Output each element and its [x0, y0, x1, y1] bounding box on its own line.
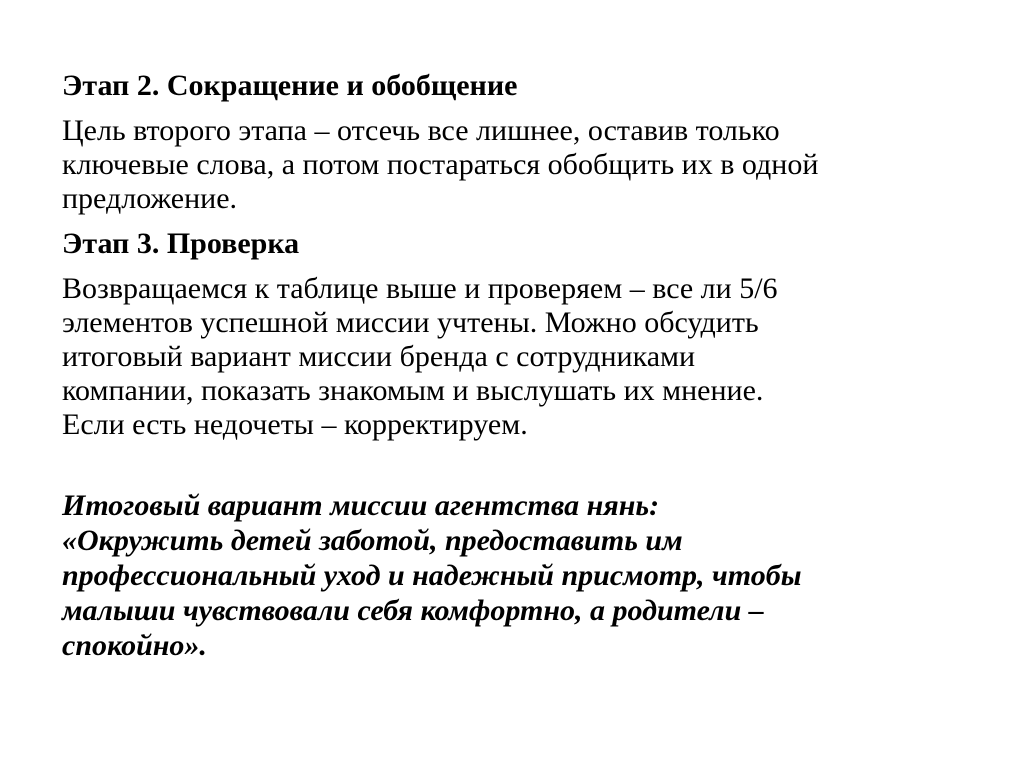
- mission-statement: [62, 488, 962, 663]
- stage2-paragraph: [62, 114, 962, 216]
- slide-content: [62, 68, 962, 663]
- mission-line: «Окружить детей заботой, предоставить им: [62, 524, 683, 557]
- stage3-line: Если есть недочеты – корректируем.: [62, 408, 528, 441]
- stage2-line: предложение.: [62, 182, 238, 215]
- mission-line: Итоговый вариант миссии агентства нянь:: [62, 489, 660, 522]
- mission-line: спокойно».: [62, 629, 207, 662]
- stage2-line: Цель второго этапа – отсечь все лишнее, оставив только: [62, 114, 780, 147]
- stage3-line: элементов успешной миссии учтены. Можно обсудить: [62, 306, 759, 339]
- stage3-line: компании, показать знакомым и выслушать их мнение.: [62, 374, 764, 407]
- stage2-heading: Этап 2. Сокращение и обобщение: [62, 69, 518, 102]
- mission-line: малыши чувствовали себя комфортно, а родители –: [62, 594, 764, 627]
- stage2-line: ключевые слова, а потом постараться обобщить их в одной: [62, 148, 819, 181]
- stage3-line: Возвращаемся к таблице выше и проверяем – все ли 5/6: [62, 272, 778, 305]
- section-spacer: [62, 452, 962, 488]
- stage3-paragraph: [62, 272, 962, 442]
- stage3-heading: Этап 3. Проверка: [62, 227, 300, 260]
- mission-line: профессиональный уход и надежный присмотр, чтобы: [62, 559, 802, 592]
- stage3-line: итоговый вариант миссии бренда с сотрудниками: [62, 340, 696, 373]
